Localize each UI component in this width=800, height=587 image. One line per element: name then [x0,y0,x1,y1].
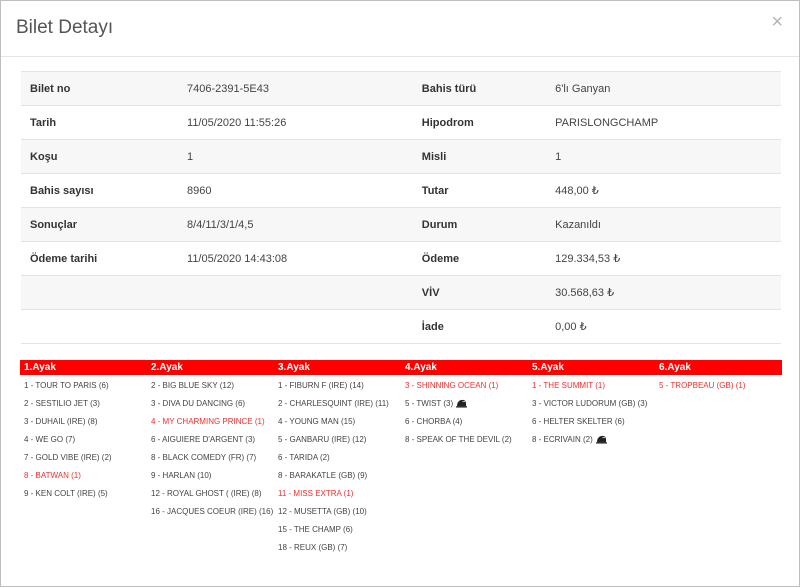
horse-label: 1 - THE SUMMIT (1) [532,381,606,390]
info-label: Bahis türü [413,72,546,106]
horse-label: 6 - HELTER SKELTER (6) [532,417,625,426]
horse-label: 18 - REUX (GB) (7) [278,543,348,552]
horse-entry [405,435,528,445]
horse-entry [278,381,401,391]
info-row [21,242,781,276]
info-value: 448,00 ₺ [546,174,781,208]
info-value: PARISLONGCHAMP [546,106,781,140]
horse-entry [24,399,147,409]
info-value: 8960 [178,174,413,208]
info-row [21,106,781,140]
info-label [21,276,178,310]
horse-label: 3 - DUHAIL (IRE) (8) [24,417,98,426]
leg-title: 1.Ayak [24,362,56,373]
horse-label: 9 - HARLAN (10) [151,471,212,480]
info-row [21,276,781,310]
horse-entry [278,525,401,535]
info-row [21,174,781,208]
leg-column [274,375,401,553]
horse-entry [151,435,274,445]
horse-label: 6 - AIGUIERE D'ARGENT (3) [151,435,256,444]
horse-label: 8 - BARAKATLE (GB) (9) [278,471,368,480]
horse-label: 4 - MY CHARMING PRINCE (1) [151,417,265,426]
legs-header [20,360,782,375]
leg-column [20,375,147,553]
horse-entry [151,381,274,391]
leg-title: 2.Ayak [151,362,183,373]
horse-entry [278,417,401,427]
legs-section [20,360,782,553]
horse-label: 5 - GANBARU (IRE) (12) [278,435,367,444]
info-label: Hipodrom [413,106,546,140]
info-row [21,140,781,174]
info-label: Misli [413,140,546,174]
horse-entry [151,489,274,499]
horse-label: 9 - KEN COLT (IRE) (5) [24,489,108,498]
horse-entry [24,435,147,445]
horse-label: 8 - ECRIVAIN (2) [532,435,593,444]
horse-entry [405,399,528,409]
horse-entry [278,543,401,553]
horse-label: 6 - TARIDA (2) [278,453,330,462]
horse-entry [278,399,401,409]
horse-entry [24,417,147,427]
close-button[interactable]: × [771,11,783,33]
leg-title: 4.Ayak [405,362,437,373]
horse-label: 8 - BLACK COMEDY (FR) (7) [151,453,257,462]
horse-entry [405,381,528,391]
jockey-helmet-icon [596,435,607,444]
info-label: Bilet no [21,72,178,106]
horse-label: 11 - MISS EXTRA (1) [278,489,354,498]
modal-title: Bilet Detayı [16,17,114,38]
info-row [21,72,781,106]
info-row [21,310,781,344]
leg-column [655,375,782,553]
horse-entry [532,381,655,391]
horse-label: 12 - ROYAL GHOST ( (IRE) (8) [151,489,262,498]
modal-header [1,1,799,57]
horse-entry [278,471,401,481]
ticket-info-table [21,71,781,344]
leg-title: 3.Ayak [278,362,310,373]
horse-entry [151,507,274,517]
info-label: VİV [413,276,546,310]
horse-label: 7 - GOLD VIBE (IRE) (2) [24,453,112,462]
horse-entry [278,435,401,445]
horse-label: 12 - MUSETTA (GB) (10) [278,507,367,516]
legs-body [20,375,782,553]
info-label: Sonuçlar [21,208,178,242]
horse-entry [24,489,147,499]
info-value [178,276,413,310]
horse-label: 1 - FIBURN F (IRE) (14) [278,381,364,390]
horse-label: 3 - DIVA DU DANCING (6) [151,399,246,408]
horse-entry [278,453,401,463]
horse-label: 6 - CHORBA (4) [405,417,463,426]
horse-label: 5 - TWIST (3) [405,399,454,408]
horse-label: 1 - TOUR TO PARIS (6) [24,381,109,390]
info-label: İade [413,310,546,344]
info-label: Koşu [21,140,178,174]
info-label: Bahis sayısı [21,174,178,208]
horse-label: 15 - THE CHAMP (6) [278,525,353,534]
horse-label: 4 - YOUNG MAN (15) [278,417,356,426]
info-value: 0,00 ₺ [546,310,781,344]
horse-label: 3 - SHINNING OCEAN (1) [405,381,499,390]
leg-column [401,375,528,553]
leg-column [528,375,655,553]
info-label: Tarih [21,106,178,140]
horse-entry [24,381,147,391]
horse-entry [151,399,274,409]
info-label: Tutar [413,174,546,208]
horse-label: 2 - CHARLESQUINT (IRE) (11) [278,399,389,408]
info-value: 129.334,53 ₺ [546,242,781,276]
info-row [21,208,781,242]
horse-entry [24,471,147,481]
horse-entry [151,453,274,463]
jockey-helmet-icon [456,399,467,408]
leg-title: 5.Ayak [532,362,564,373]
info-label: Ödeme tarihi [21,242,178,276]
info-value: 7406-2391-5E43 [178,72,413,106]
info-value [178,310,413,344]
info-value: 1 [178,140,413,174]
info-label [21,310,178,344]
horse-entry [278,507,401,517]
info-value: 11/05/2020 14:43:08 [178,242,413,276]
info-value: 30.568,63 ₺ [546,276,781,310]
horse-label: 8 - BATWAN (1) [24,471,81,480]
horse-entry [532,399,655,409]
horse-entry [532,435,655,445]
leg-title: 6.Ayak [659,362,691,373]
info-value: 6'lı Ganyan [546,72,781,106]
info-value: Kazanıldı [546,208,781,242]
info-label: Durum [413,208,546,242]
horse-entry [24,453,147,463]
horse-label: 8 - SPEAK OF THE DEVIL (2) [405,435,512,444]
horse-entry [532,417,655,427]
horse-label: 4 - WE GO (7) [24,435,76,444]
info-value: 1 [546,140,781,174]
info-label: Ödeme [413,242,546,276]
horse-entry [151,471,274,481]
horse-entry [278,489,401,499]
horse-label: 2 - BIG BLUE SKY (12) [151,381,234,390]
info-value: 8/4/11/3/1/4,5 [178,208,413,242]
horse-entry [151,417,274,427]
horse-entry [405,417,528,427]
info-value: 11/05/2020 11:55:26 [178,106,413,140]
leg-column [147,375,274,553]
horse-entry [659,381,782,391]
horse-label: 5 - TROPBEAU (GB) (1) [659,381,746,390]
horse-label: 3 - VICTOR LUDORUM (GB) (3) [532,399,648,408]
horse-label: 2 - SESTILIO JET (3) [24,399,100,408]
horse-label: 16 - JACQUES COEUR (IRE) (16) [151,507,274,516]
